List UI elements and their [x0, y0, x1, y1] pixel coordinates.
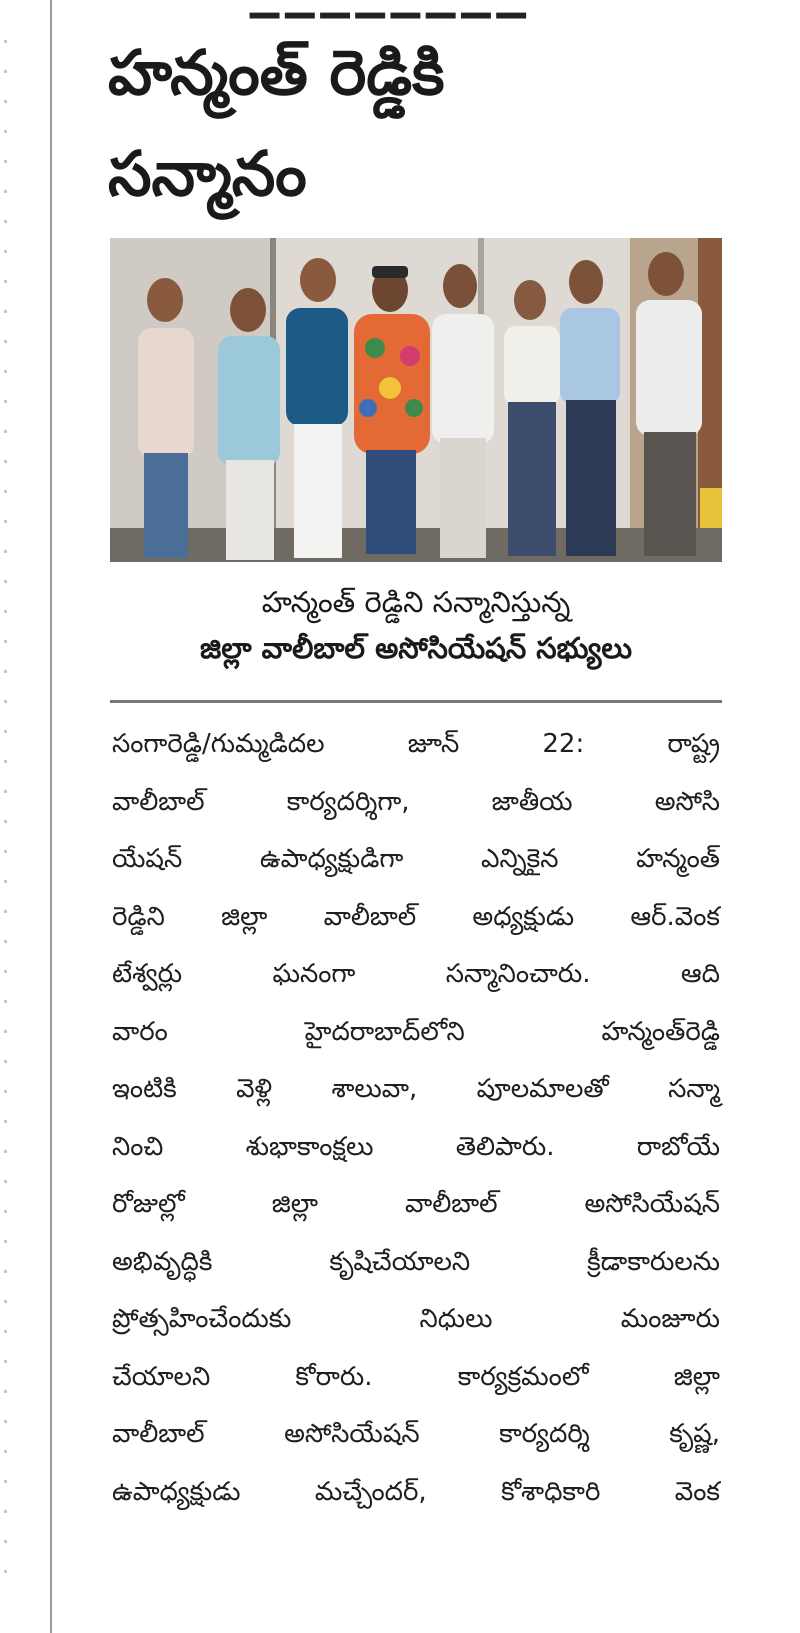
- body-line: యేషన్ ఉపాధ్యక్షుడిగా ఎన్నికైన హన్మంత్: [112, 844, 720, 874]
- headline: [108, 28, 728, 222]
- body-line: రోజుల్లో జిల్లా వాలీబాల్ అసోసియేషన్: [112, 1189, 720, 1219]
- body-line: వారం హైదరాబాద్‌లోని హన్మంత్‌రెడ్డి: [112, 1016, 720, 1047]
- photo-caption: [110, 580, 722, 672]
- body-line: సంగారెడ్డి/గుమ్మడిదల జూన్ 22: రాష్ట్ర: [112, 729, 720, 759]
- group-photo: [110, 238, 722, 562]
- body-line: ఉపాధ్యక్షుడు మచ్చేందర్, కోశాధికారి వెంక: [112, 1476, 720, 1507]
- body-line: చేయాలని కోరారు. కార్యక్రమంలో జిల్లా: [112, 1361, 720, 1392]
- body-line: ఇంటికి వెళ్లి శాలువా, పూలమాలతో సన్మా: [112, 1074, 720, 1104]
- body-line: అభివృద్ధికి కృషిచేయాలని క్రీడాకారులను: [112, 1246, 720, 1277]
- article-body: [112, 716, 720, 1521]
- body-line: ప్రోత్సహించేందుకు నిధులు మంజూరు: [112, 1304, 720, 1334]
- caption-line-1: హన్మంత్ రెడ్డిని సన్మానిస్తున్న: [261, 585, 571, 619]
- body-line: నించి శుభాకాంక్షలు తెలిపారు. రాబోయే: [112, 1131, 720, 1162]
- column-divider: [50, 0, 52, 1633]
- caption-divider: [110, 700, 722, 703]
- page-edge-marks: [4, 40, 7, 1600]
- group-photo-illustration: [110, 238, 722, 562]
- body-line: టేశ్వర్లు ఘనంగా సన్మానించారు. ఆది: [112, 959, 720, 989]
- caption-line-2: జిల్లా వాలీబాల్ అసోసియేషన్ సభ్యులు: [200, 631, 632, 665]
- headline-line-2: సన్మానం: [108, 137, 307, 210]
- body-line: వాలీబాల్ కార్యదర్శిగా, జాతీయ అసోసి: [112, 786, 720, 817]
- body-line: రెడ్డిని జిల్లా వాలీబాల్ అధ్యక్షుడు ఆర్.వెంక: [112, 901, 720, 932]
- body-line: వాలీబాల్ అసోసియేషన్ కార్యదర్శి కృష్ణ,: [112, 1419, 720, 1449]
- cropped-previous-headline: [250, 0, 690, 8]
- headline-line-1: హన్మంత్ రెడ్డికి: [108, 36, 445, 109]
